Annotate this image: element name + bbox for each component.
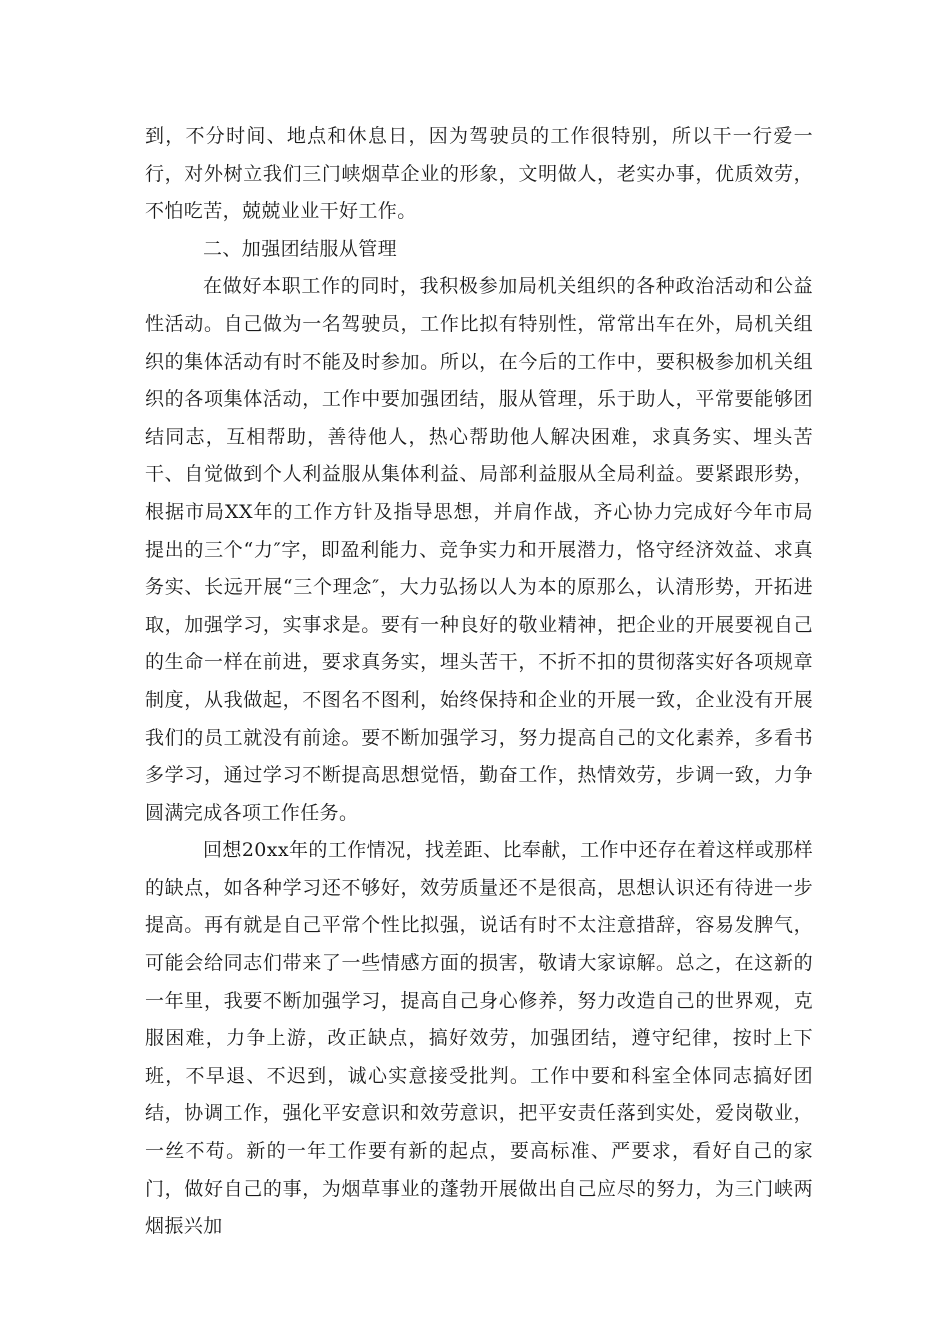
paragraph-teamwork: 在做好本职工作的同时，我积极参加局机关组织的各种政治活动和公益性活动。自己做为一名驾驶员，工作比拟有特别性，常常出车在外，局机关组织的集体活动有时不能及时参加。所以，在今后的工作中，要积极参加机关组织的各项集体活动，工作中要加强团结，服从管理，乐于助人，平常要能够团结同志，互相帮助，善待他人，热心帮助他人解决困难，求真务实、埋头苦干、自觉做到个人利益服从集体利益、局部利益服从全局利益。要紧跟形势，根据市局XX年的工作方针及指导思想，并肩作战，齐心协力完成好今年市局提出的三个“力″字，即盈利能力、竞争实力和开展潜力，恪守经济效益、求真务实、长远开展“三个理念″，大力弘扬以人为本的原那么，认清形势，开拓进取，加强学习，实事求是。要有一种良好的敬业精神，把企业的开展要视自己的生命一样在前进，要求真务实，埋头苦干，不折不扣的贯彻落实好各项规章制度，从我做起，不图名不图利，始终保持和企业的开展一致，企业没有开展我们的员工就没有前途。要不断加强学习，努力提高自己的文化素养，多看书多学习，通过学习不断提高思想觉悟，勤奋工作，热情效劳，步调一致，力争圆满完成各项工作任务。 [145,275,813,824]
section-heading: 二、加强团结服从管理 [203,237,398,260]
document-body [145,118,813,1246]
paragraph-continuation: 到，不分时间、地点和休息日，因为驾驶员的工作很特别，所以干一行爱一行，对外树立我们三门峡烟草企业的形象，文明做人，老实办事，优质效劳，不怕吃苦，兢兢业业干好工作。 [145,125,813,223]
paragraph-review: 回想20xx年的工作情况，找差距、比奉献，工作中还存在着这样或那样的缺点，如各种学习还不够好，效劳质量还不是很高，思想认识还有待进一步提高。再有就是自己平常个性比拟强，说话有时不太注意措辞，容易发脾气，可能会给同志们带来了一些情感方面的损害，敬请大家谅解。总之，在这新的一年里，我要不断加强学习，提高自己身心修养，努力改造自己的世界观，克服困难，力争上游，改正缺点，搞好效劳，加强团结，遵守纪律，按时上下班，不早退、不迟到，诚心实意接受批判。工作中要和科室全体同志搞好团结，协调工作，强化平安意识和效劳意识，把平安责任落到实处，爱岗敬业，一丝不苟。新的一年工作要有新的起点，要高标准、严要求，看好自己的家门，做好自己的事，为烟草事业的蓬勃开展做出自己应尽的努力，为三门峡两烟振兴加 [145,839,813,1238]
